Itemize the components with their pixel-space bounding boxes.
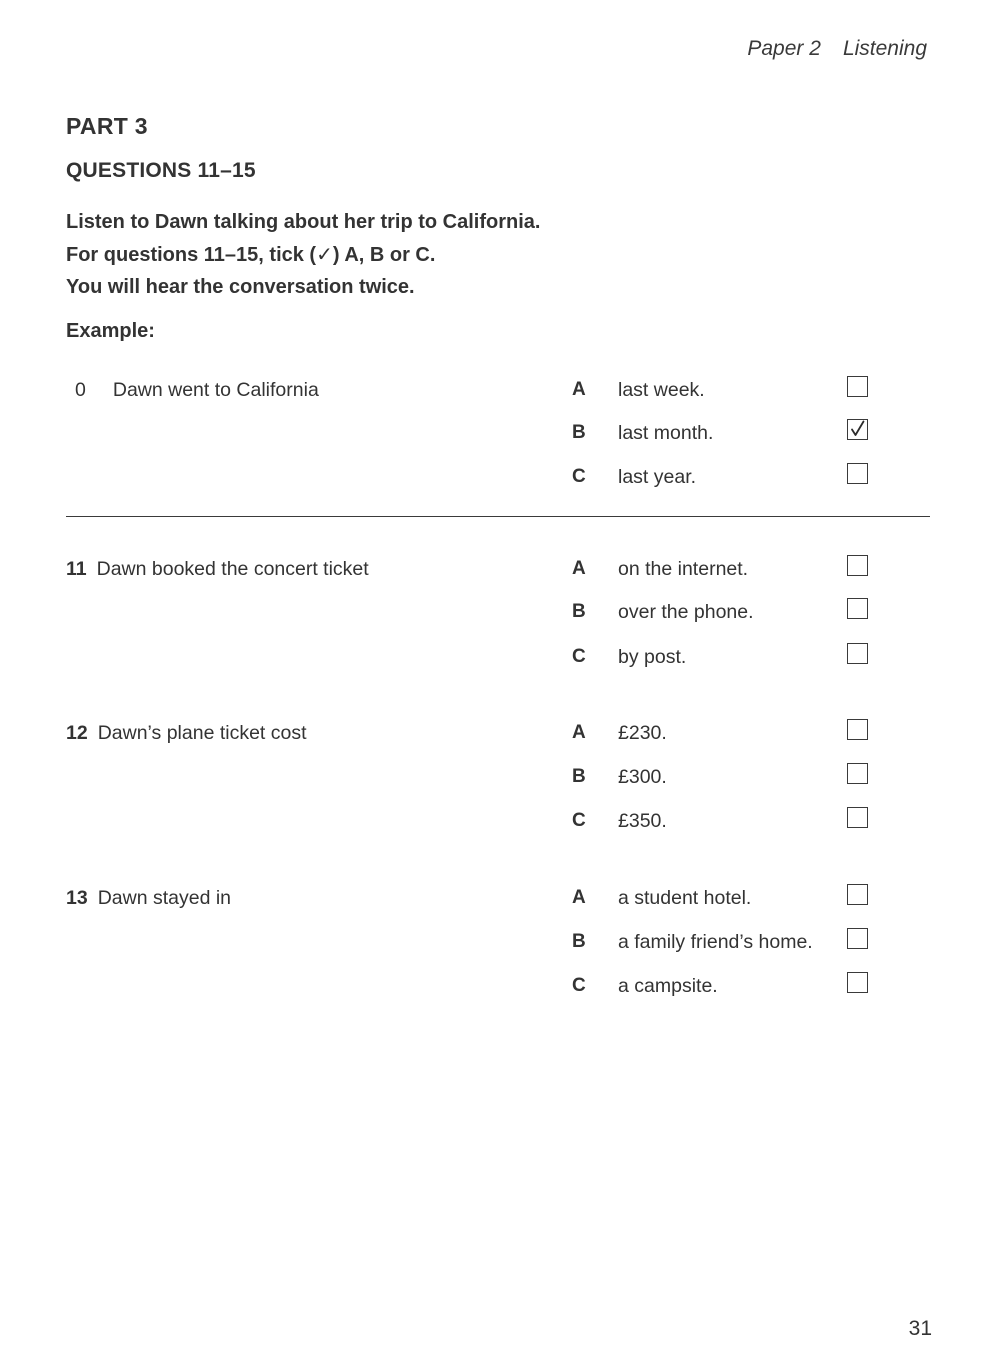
option-letter: B [572, 766, 586, 787]
answer-checkbox[interactable] [847, 972, 868, 993]
option-letter: C [572, 975, 586, 996]
answer-checkbox[interactable] [847, 643, 868, 664]
answer-checkbox[interactable] [847, 555, 868, 576]
question-text: Dawn went to California [112, 379, 319, 401]
option-row [0, 722, 1003, 752]
check-mark-icon [849, 420, 866, 438]
option-letter: A [572, 379, 586, 400]
option-letter: C [572, 646, 586, 667]
option-text: last month. [618, 422, 714, 444]
option-letter: A [572, 722, 586, 743]
option-text: over the phone. [618, 601, 754, 623]
option-text: last week. [618, 379, 705, 401]
paper-label: Paper 2 [747, 37, 821, 60]
option-row [0, 646, 1003, 676]
option-letter: C [572, 810, 586, 831]
option-row [0, 422, 1003, 452]
page-header [747, 37, 927, 61]
option-text: a campsite. [618, 975, 718, 997]
question-number: 11 [66, 558, 87, 580]
instruction-line: For questions 11–15, tick (✓) A, B or C. [66, 243, 436, 266]
example-label: Example: [66, 320, 155, 342]
option-row [0, 766, 1003, 796]
option-row [0, 601, 1003, 631]
answer-checkbox[interactable] [847, 598, 868, 619]
option-row [0, 558, 1003, 588]
option-text: last year. [618, 466, 697, 488]
option-text: a family friend’s home. [618, 931, 813, 953]
option-row [0, 466, 1003, 496]
option-row [0, 379, 1003, 409]
answer-checkbox[interactable] [847, 928, 868, 949]
option-text: £350. [618, 810, 667, 832]
answer-checkbox[interactable] [847, 884, 868, 905]
part-title: PART 3 [66, 113, 148, 139]
option-letter: B [572, 931, 586, 952]
option-row [0, 931, 1003, 961]
instruction-line: You will hear the conversation twice. [66, 276, 415, 298]
answer-checkbox[interactable] [847, 807, 868, 828]
instruction-line: Listen to Dawn talking about her trip to California. [66, 211, 541, 233]
question-number: 13 [66, 887, 88, 909]
option-text: by post. [618, 646, 687, 668]
option-text: a student hotel. [618, 887, 752, 909]
option-row [0, 975, 1003, 1005]
option-text: on the internet. [618, 558, 749, 580]
question-number: 0 [75, 379, 86, 401]
answer-checkbox[interactable] [847, 763, 868, 784]
option-text: £300. [618, 766, 667, 788]
question-number: 12 [66, 722, 88, 744]
answer-checkbox[interactable] [847, 719, 868, 740]
instructions [66, 206, 540, 304]
option-row [0, 810, 1003, 840]
option-letter: A [572, 887, 586, 908]
answer-checkbox[interactable] [847, 463, 868, 484]
question-text: Dawn stayed in [97, 887, 232, 909]
option-letter: B [572, 422, 586, 443]
answer-checkbox[interactable] [847, 376, 868, 397]
answer-checkbox-ticked[interactable] [847, 419, 868, 440]
option-row [0, 887, 1003, 917]
question-text: Dawn’s plane ticket cost [97, 722, 307, 744]
example-divider [66, 516, 930, 517]
option-letter: C [572, 466, 586, 487]
option-text: £230. [618, 722, 667, 744]
option-letter: A [572, 558, 586, 579]
question-text: Dawn booked the concert ticket [96, 558, 369, 580]
page-number: 31 [908, 1317, 932, 1340]
section-label: Listening [842, 37, 927, 60]
option-letter: B [572, 601, 586, 622]
questions-range: QUESTIONS 11–15 [66, 159, 256, 182]
